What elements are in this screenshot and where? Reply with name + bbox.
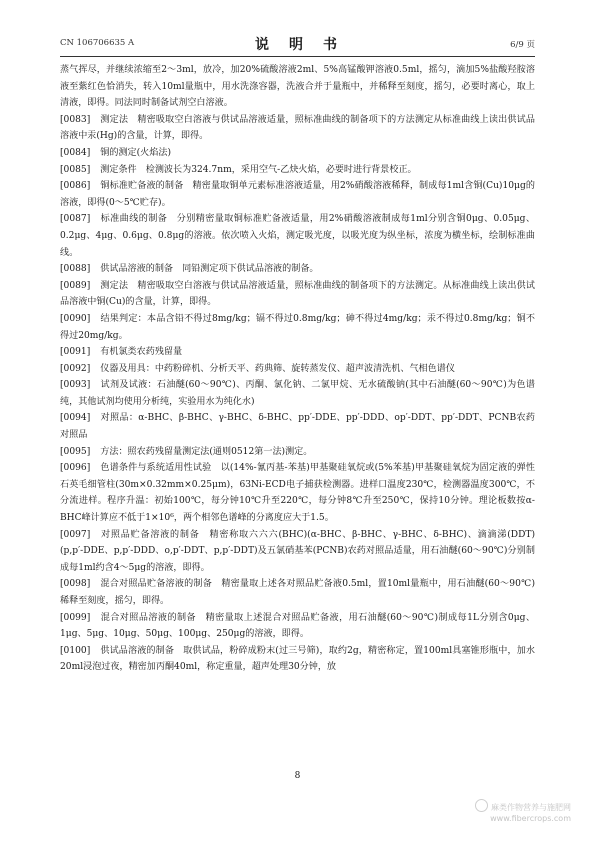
paragraph-text: 混合对照品溶液的制备 精密量取上述混合对照品贮备液，用石油醚(60～90℃)制成每1L分别含0μg、1μg、5μg、10μg、50μg、100μg、250μg的溶液，即得。 (60, 612, 535, 640)
paragraph (60, 178, 535, 211)
paragraph (60, 112, 535, 145)
page-header (60, 34, 535, 54)
header-rule (60, 56, 535, 57)
paragraph-number: [0095] (60, 446, 91, 457)
site-watermark (475, 799, 571, 824)
paragraph (60, 162, 535, 179)
paragraph-number: [0096] (60, 463, 91, 474)
paragraph-number: [0092] (60, 363, 91, 374)
paragraph (60, 377, 535, 410)
page-number: 8 (294, 771, 301, 781)
paragraph-text: 标准曲线的制备 分别精密量取铜标准贮备液适量，用2%硝酸溶液制成每1ml分别含铜0μg、0.05μg、0.2μg、4μg、0.6μg、0.8μg的溶液。依次喷入火焰，测定吸光度，以吸光度为纵坐标，浓度为横坐标，绘制标准曲线。 (60, 214, 535, 258)
paragraph-number: [0100] (60, 645, 91, 656)
paragraph-text: 铜标准贮备液的制备 精密量取铜单元素标准溶液适量，用2%硝酸溶液稀释，制成每1ml含铜(Cu)10μg的溶液，即得(0～5℃贮存)。 (60, 181, 535, 208)
paragraph-text: 铜的测定(火焰法) (100, 147, 172, 158)
document-title: 说 明 书 (255, 37, 340, 53)
paragraph (60, 410, 535, 443)
paragraph-number: [0099] (60, 612, 91, 623)
paragraph-text: 供试品溶液的制备 取供试品，粉碎成粉末(过三号筛)，取约2g，精密称定，置100ml具塞锥形瓶中，加水20ml浸泡过夜，精密加丙酮40ml，称定重量，超声处理30分钟，放 (60, 645, 535, 673)
paragraph-text: 试剂及试液：石油醚(60～90℃)、丙酮、氯化钠、二氯甲烷、无水硫酸钠(其中石油醚(60～90℃)为色谱纯，其他试剂均使用分析纯，实验用水为纯化水) (60, 380, 535, 407)
paragraph-text: 混合对照品贮备溶液的制备 精密量取上述各对照品贮备液0.5ml，置10ml量瓶中，用石油醚(60～90℃)稀释至刻度，摇匀，即得。 (60, 579, 535, 606)
paragraph-text: 对照品贮备溶液的制备 精密称取六六六(BHC)(α-BHC、β-BHC、γ-BHC、δ-BHC)、滴滴涕(DDT)(p,p′-DDE、p,p′-DDD、o,p′-DDT、p,p′-DDT)及五氯硝基苯(PCNB)农药对照品适量，用石油醚(60～90℃)分别制成每1ml约含4～5μg的溶液，即得。 (60, 529, 535, 573)
paragraph-text: 供试品溶液的制备 同铅测定项下供试品溶液的制备。 (100, 264, 319, 275)
paragraph-text: 蒸气挥尽，并继续浓缩至2～3ml，放冷，加20%硫酸溶液2ml、5%高锰酸钾溶液0.5ml，摇匀，滴加5%盐酸羟胺溶液至紫红色恰消失，转入10ml量瓶中，用水洗涤容器，洗液合并于量瓶中，并稀释至刻度，摇匀，必要时离心，取上清液，即得。同法同时制备试剂空白溶液。 (60, 65, 535, 109)
paragraph (60, 576, 535, 609)
paragraph-text: 有机氯类农药残留量 (100, 347, 183, 358)
paragraph-number: [0088] (60, 264, 91, 275)
paragraph-number: [0089] (60, 280, 91, 291)
paragraph-text: 对照品：α-BHC、β-BHC、γ-BHC、δ-BHC、pp′-DDE、pp′-DDD、op′-DDT、pp′-DDT、PCNB农药对照品 (60, 413, 535, 441)
paragraph (60, 311, 535, 344)
paragraph (60, 361, 535, 378)
document-body (60, 62, 535, 676)
paragraph-text: 测定条件 检测波长为324.7nm，采用空气-乙炔火焰，必要时进行背景校正。 (100, 164, 417, 175)
paragraph (60, 610, 535, 643)
paragraph (60, 527, 535, 577)
paragraph-number: [0087] (60, 214, 91, 225)
paragraph-text: 结果判定：本品含铅不得过8mg/kg；镉不得过0.8mg/kg；砷不得过4mg/kg；汞不得过0.8mg/kg；铜不得过20mg/kg。 (60, 313, 535, 341)
paragraph-number: [0083] (60, 114, 91, 125)
paragraph (60, 145, 535, 162)
paragraph-text: 测定法 精密吸取空白溶液与供试品溶液适量，照标准曲线的制备项下的方法测定。从标准曲线上读出供试品溶液中铜(Cu)的含量，计算，即得。 (60, 280, 535, 308)
paragraph-number: [0084] (60, 147, 91, 158)
paragraph (60, 444, 535, 461)
paragraph-number: [0091] (60, 347, 91, 358)
paragraph-text: 色谱条件与系统适用性试验 以(14%-氰丙基-苯基)甲基聚硅氧烷或(5%苯基)甲基聚硅氧烷为固定液的弹性石英毛细管柱(30m×0.32mm×0.25μm)，63Ni-ECD电子捕获检测器。进样口温度230℃，检测器温度300℃，不分流进样。程序升温：初始100℃，每分钟10℃升至220℃，每分钟8℃升至250℃，保持10分钟。理论板数按α-BHC峰计算应不低于1×10⁶，两个相邻色谱峰的分离度应大于1.5。 (60, 463, 535, 524)
paragraph-number: [0090] (60, 313, 91, 324)
paragraph-number: [0097] (60, 529, 91, 540)
leaf-logo-icon (475, 799, 488, 812)
paragraph-text: 测定法 精密吸取空白溶液与供试品溶液适量，照标准曲线的制备项下的方法测定从标准曲线上读出供试品溶液中汞(Hg)的含量，计算，即得。 (60, 114, 535, 142)
paragraph-number: [0085] (60, 164, 91, 175)
paragraph (60, 62, 535, 112)
page-indicator: 6/9 页 (510, 40, 535, 50)
paragraph (60, 460, 535, 526)
paragraph (60, 261, 535, 278)
watermark-site-name: 麻类作物营养与施肥网 (491, 803, 571, 812)
watermark-url: www.fibercrops.com (490, 814, 571, 823)
paragraph (60, 278, 535, 311)
paragraph (60, 643, 535, 676)
paragraph-number: [0094] (60, 413, 91, 424)
paragraph-text: 方法：照农药残留量测定法(通则0512第一法)测定。 (100, 446, 313, 457)
patent-number: CN 106706635 A (60, 38, 135, 48)
paragraph-number: [0098] (60, 579, 91, 590)
paragraph (60, 344, 535, 361)
paragraph (60, 211, 535, 261)
paragraph-number: [0093] (60, 380, 91, 391)
paragraph-text: 仪器及用具：中药粉碎机、分析天平、药典筛、旋转蒸发仪、超声波清洗机、气相色谱仪 (100, 363, 455, 374)
paragraph-number: [0086] (60, 181, 91, 192)
